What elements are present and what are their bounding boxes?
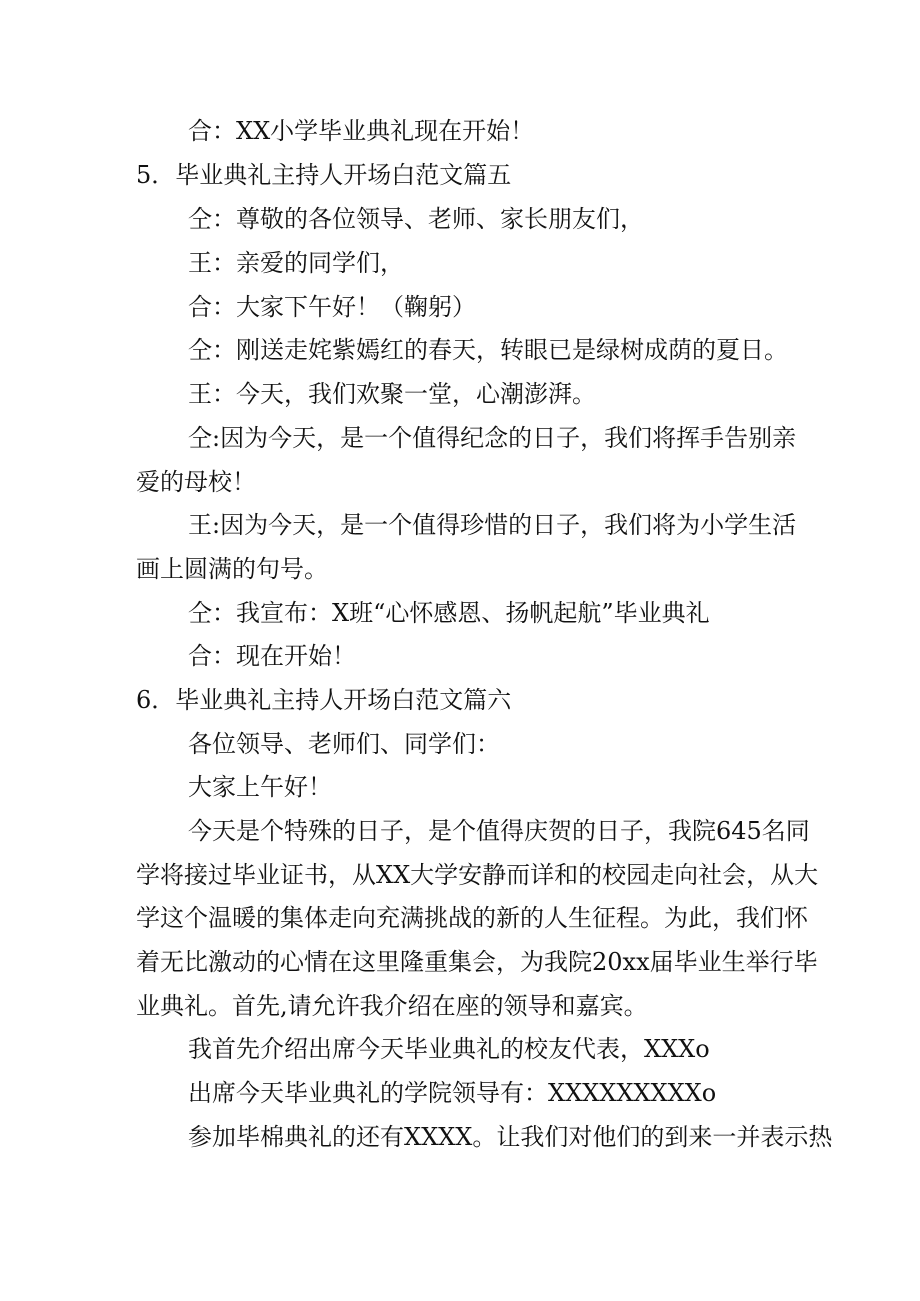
text-line: 合：XX小学毕业典礼现在开始！ xyxy=(188,117,535,145)
text-line: 学将接过毕业证书，从XX大学安静而详和的校园走向社会，从大 xyxy=(136,861,819,889)
text-line: 仝:因为今天，是一个值得纪念的日子，我们将挥手告别亲 xyxy=(188,424,797,452)
text-line: 王:因为今天，是一个值得珍惜的日子，我们将为小学生活 xyxy=(188,511,797,539)
text-line: 仝：刚送走姹紫嫣红的春天，转眼已是绿树成荫的夏日。 xyxy=(188,336,788,364)
text-line: 合：现在开始！ xyxy=(188,642,356,670)
text-line: 着无比激动的心情在这里隆重集会，为我院20xx届毕业生举行毕 xyxy=(136,948,818,976)
text-line: 合：大家下午好！（鞠躬） xyxy=(188,293,476,321)
text-line: 王：亲爱的同学们， xyxy=(188,249,404,277)
text-line: 王：今天，我们欢聚一堂，心潮澎湃。 xyxy=(188,380,596,408)
section-heading: 5．毕业典礼主持人开场白范文篇五 xyxy=(136,161,512,189)
text-line: 各位领导、老师们、同学们： xyxy=(188,730,500,758)
text-line: 我首先介绍出席今天毕业典礼的校友代表，XXXo xyxy=(188,1035,710,1063)
text-line: 今天是个特殊的日子，是个值得庆贺的日子，我院645名同 xyxy=(188,817,810,845)
section-heading: 6．毕业典礼主持人开场白范文篇六 xyxy=(136,686,512,714)
text-line: 画上圆满的句号。 xyxy=(136,555,328,583)
text-line: 仝：尊敬的各位领导、老师、家长朋友们， xyxy=(188,205,644,233)
text-line: 业典礼。首先,请允许我介绍在座的领导和嘉宾。 xyxy=(136,992,648,1020)
text-line: 学这个温暖的集体走向充满挑战的新的人生征程。为此，我们怀 xyxy=(136,904,808,932)
text-line: 大家上午好！ xyxy=(188,773,332,801)
text-line: 参加毕棉典礼的还有XXXX。让我们对他们的到来一并表示热 xyxy=(188,1123,833,1151)
text-line: 爱的母校！ xyxy=(136,468,256,496)
text-line: 出席今天毕业典礼的学院领导有：XXXXXXXXXo xyxy=(188,1079,717,1107)
text-line: 仝：我宣布：X班“心怀感恩、扬帆起航”毕业典礼 xyxy=(188,599,710,627)
